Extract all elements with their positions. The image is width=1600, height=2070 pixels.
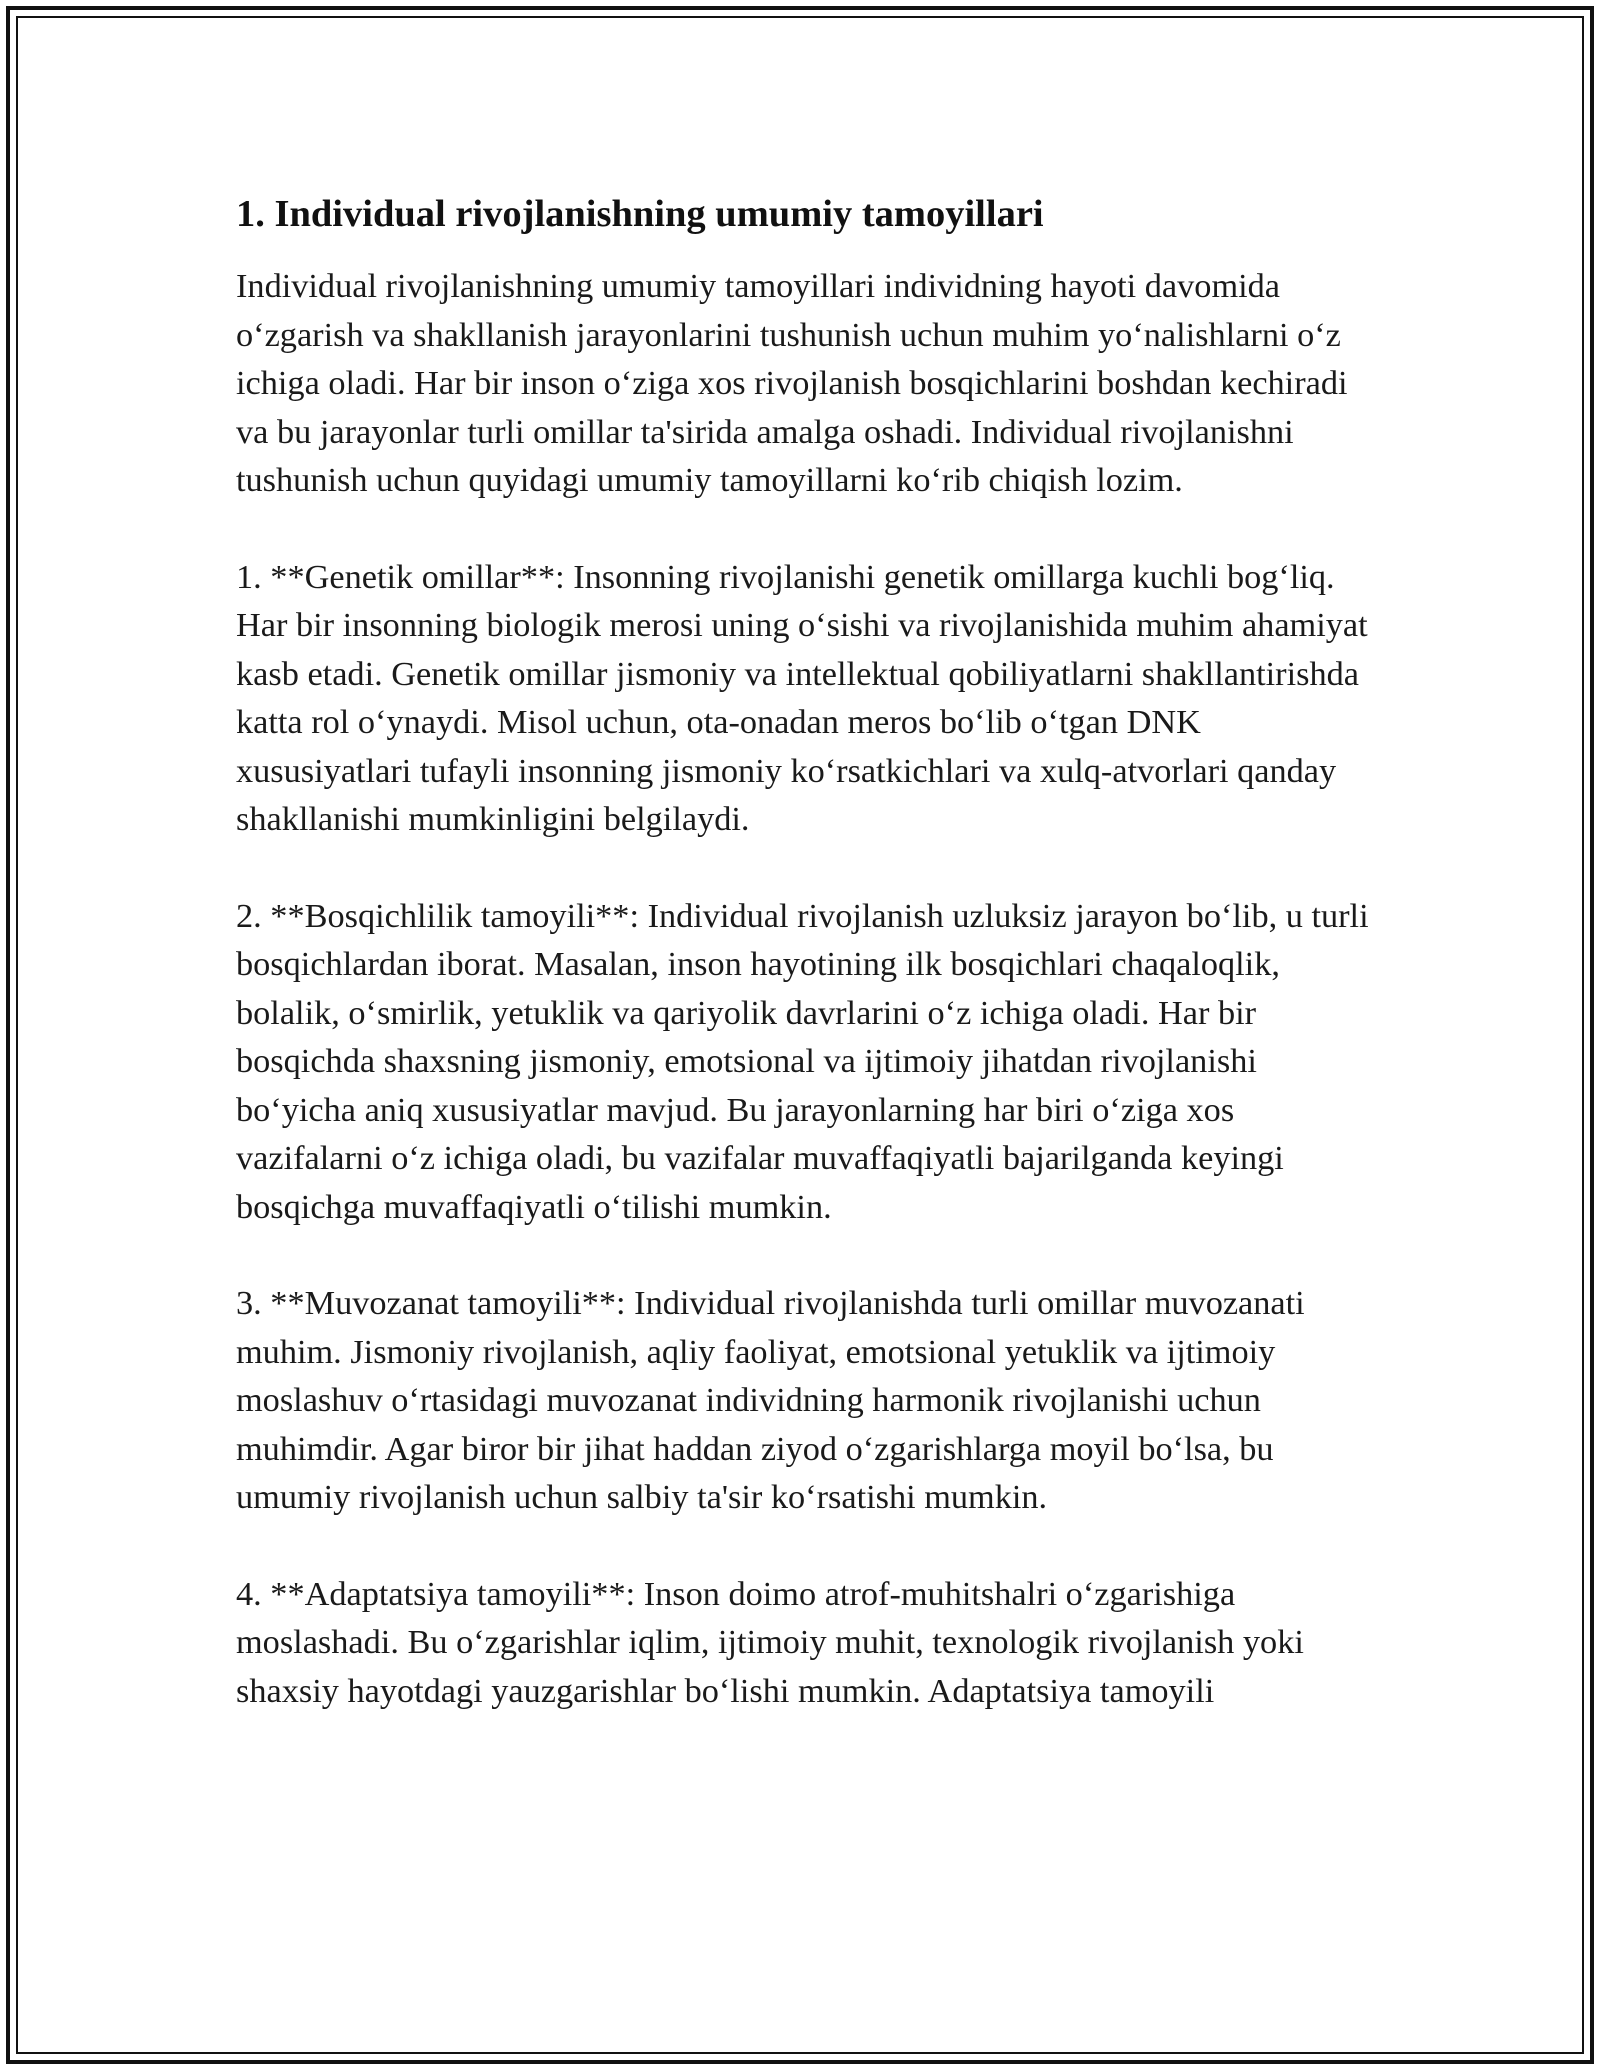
stages-principle-paragraph: 2. **Bosqichlilik tamoyili**: Individual rivojlanish uzluksiz jarayon bo‘lib, u turli bosqichlardan iborat. Masalan, inson hayotining ilk bosqichlari chaqaloqlik, bolalik, o‘smirlik, yetuklik va qariyolik davrlarini o‘z ichiga oladi. Har bir bosqichda shaxsning jismoniy, emotsional va ijtimoiy jihatdan rivojlanishi bo‘yicha aniq xususiyatlar mavjud. Bu jarayonlarning har biri o‘ziga xos vazifalarni o‘z ichiga oladi, bu vazifalar muvaffaqiyatli bajarilganda keyingi bosqichga muvaffaqiyatli o‘tilishi mumkin.: [236, 896, 1369, 1226]
intro-paragraph: Individual rivojlanishning umumiy tamoyillari individning hayoti davomida o‘zgarish va shakllanish jarayonlarini tushunish uchun muhim yo‘nalishlarni o‘z ichiga oladi. Har bir inson o‘ziga xos rivojlanish bosqichlarini boshdan kechiradi va bu jarayonlar turli omillar ta'sirida amalga oshadi. Individual rivojlanishni tushunish uchun quyidagi umumiy tamoyillarni ko‘rib chiqish lozim.: [236, 267, 1348, 499]
balance-principle-paragraph: 3. **Muvozanat tamoyili**: Individual rivojlanishda turli omillar muvozanati muhim. Jismoniy rivojlanish, aqliy faoliyat, emotsional yetuklik va ijtimoiy moslashuv o‘rtasidagi muvozanat individning harmonik rivojlanishi uchun muhimdir. Agar biror bir jihat haddan ziyod o‘zgarishlarga moyil bo‘lsa, bu umumiy rivojlanish uchun salbiy ta'sir ko‘rsatishi mumkin.: [236, 1284, 1305, 1516]
adaptation-principle-paragraph: 4. **Adaptatsiya tamoyili**: Inson doimo atrof-muhitshalri o‘zgarishiga moslashadi. Bu o‘zgarishlar iqlim, ijtimoiy muhit, texnologik rivojlanish yoki shaxsiy hayotdagi yauzgarishlar bo‘lishi mumkin. Adaptatsiya tamoyili: [236, 1574, 1304, 1710]
genetic-factors-paragraph: 1. **Genetik omillar**: Insonning rivojlanishi genetik omillarga kuchli bog‘liq. Har bir insonning biologik merosi uning o‘sishi va rivojlanishida muhim ahamiyat kasb etadi. Genetik omillar jismoniy va intellektual qobiliyatlarni shakllantirishda katta rol o‘ynaydi. Misol uchun, ota-onadan meros bo‘lib o‘tgan DNK xususiyatlari tufayli insonning jismoniy ko‘rsatkichlari va xulq-atvorlari qanday shakllanishi mumkinligini belgilaydi.: [236, 557, 1368, 838]
document-body: [236, 188, 1376, 1715]
section-heading: 1. Individual rivojlanishning umumiy tamoyillari: [236, 193, 1044, 235]
